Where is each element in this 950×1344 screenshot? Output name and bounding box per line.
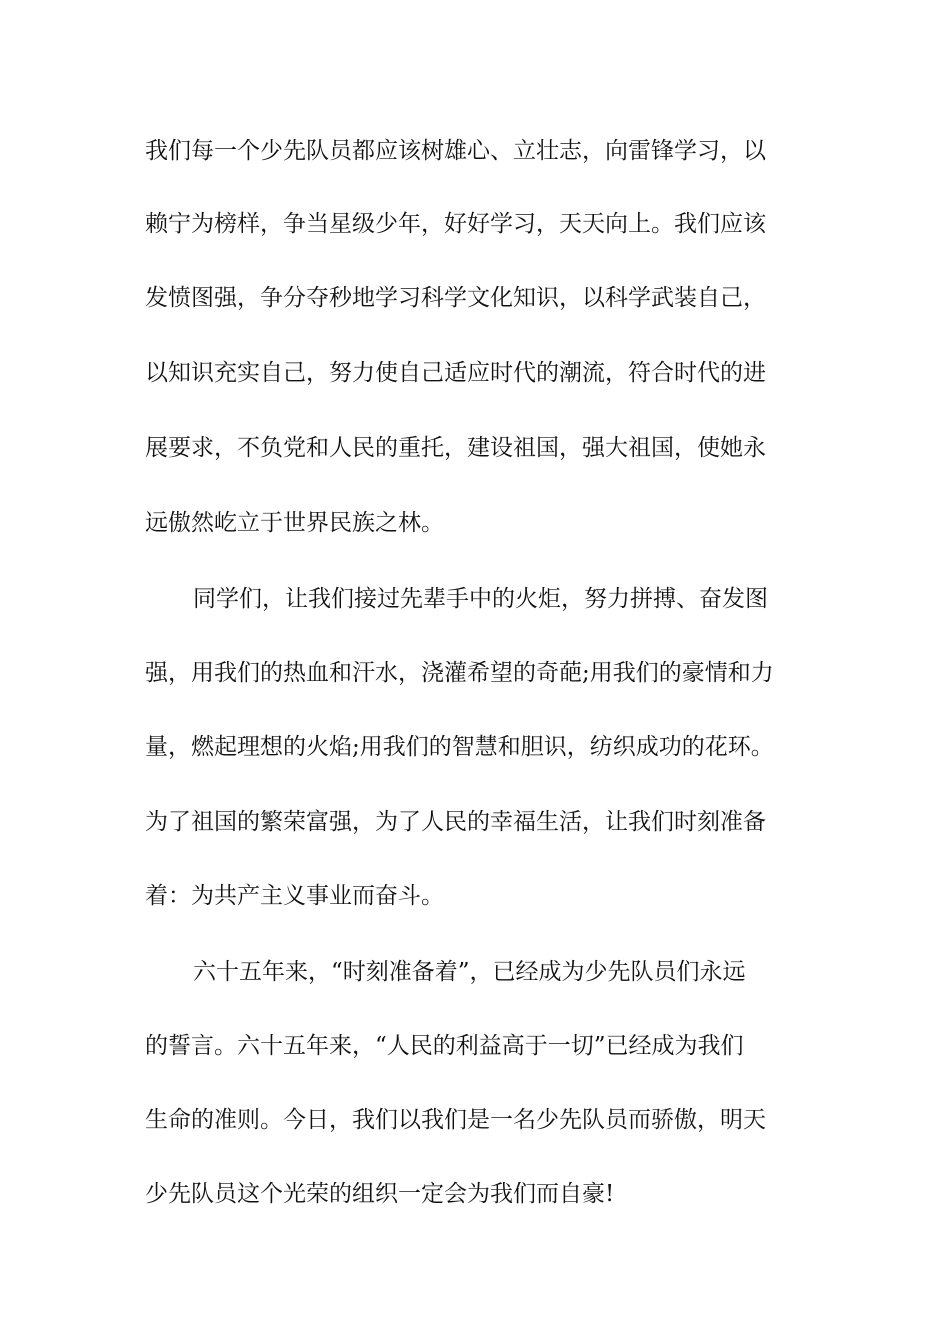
paragraph-line: 六十五年来，“时刻准备着”，已经成为少先队员们永远 [193,959,746,985]
paragraph-line: 展要求，不负党和人民的重托，建设祖国，强大祖国，使她永 [145,435,766,461]
paragraph-line: 为了祖国的繁荣富强，为了人民的幸福生活，让我们时刻准备 [145,809,766,835]
paragraph-line: 的誓言。六十五年来，“人民的利益高于一切”已经成为我们 [145,1033,744,1059]
paragraph-line: 生命的准则。今日，我们以我们是一名少先队员而骄傲，明天 [145,1107,766,1133]
paragraph-line: 发愤图强，争分夺秒地学习科学文化知识，以科学武装自己， [145,285,766,311]
paragraph-line: 强，用我们的热血和汗水，浇灌希望的奇葩;用我们的豪情和力 [145,660,774,686]
paragraph-line: 远傲然屹立于世界民族之林。 [145,510,444,536]
paragraph-line: 同学们，让我们接过先辈手中的火炬，努力拼搏、奋发图 [193,586,768,612]
paragraph-line: 少先队员这个光荣的组织一定会为我们而自豪! [145,1181,615,1207]
paragraph-line: 我们每一个少先队员都应该树雄心、立壮志，向雷锋学习，以 [145,138,766,164]
paragraph-line: 赖宁为榜样，争当星级少年，好好学习，天天向上。我们应该 [145,211,766,237]
paragraph-line: 着：为共产主义事业而奋斗。 [145,883,444,909]
paragraph-line: 以知识充实自己，努力使自己适应时代的潮流，符合时代的进 [145,360,766,386]
paragraph-line: 量，燃起理想的火焰;用我们的智慧和胆识，纺织成功的花环。 [145,734,774,760]
